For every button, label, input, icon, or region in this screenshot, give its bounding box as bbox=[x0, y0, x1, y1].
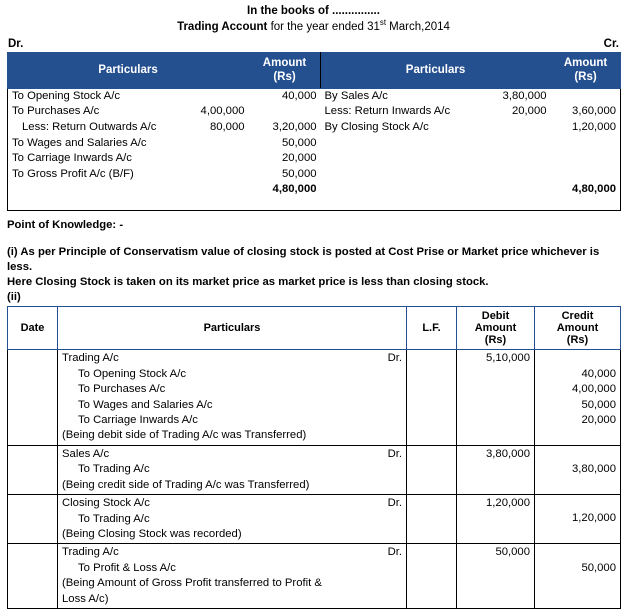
account-subtitle-rest-a: for the year ended 31 bbox=[267, 20, 380, 33]
amount-credit-line2: (Rs) bbox=[574, 71, 597, 84]
credit-sub-amount-empty bbox=[466, 167, 551, 183]
table-row bbox=[8, 88, 621, 104]
debit-particulars: To Opening Stock A/c bbox=[12, 89, 121, 102]
credit-amount-empty bbox=[551, 151, 621, 167]
debit-sub-amount: 80,000 bbox=[209, 120, 245, 133]
debit-amount bbox=[461, 527, 530, 542]
credit-amount bbox=[539, 428, 616, 443]
table-row bbox=[8, 544, 621, 609]
table-row bbox=[8, 120, 621, 136]
debit-label: Dr. bbox=[8, 38, 24, 51]
debit-amount bbox=[461, 398, 530, 413]
trading-account-table bbox=[7, 52, 621, 211]
credit-sub-amount: 20,000 bbox=[511, 105, 547, 118]
credit-amount: 3,80,000 bbox=[572, 463, 616, 476]
col-header-debit-amount bbox=[457, 307, 535, 350]
debit-header-line3: (Rs) bbox=[484, 334, 507, 347]
journal-line-text: Sales A/c bbox=[62, 447, 110, 460]
journal-body bbox=[8, 350, 621, 609]
entry-credit-amounts bbox=[535, 445, 621, 494]
account-subtitle-rest-b: March,2014 bbox=[385, 20, 450, 33]
entry-debit-amounts bbox=[457, 544, 535, 609]
journal-line: To Wages and Salaries A/c bbox=[78, 398, 213, 411]
debit-amount: 20,000 bbox=[281, 152, 317, 165]
journal-line: To Carriage Inwards A/c bbox=[78, 414, 198, 427]
credit-amount bbox=[539, 351, 616, 366]
debit-header-line1: Debit bbox=[481, 310, 510, 323]
credit-amount: 1,20,000 bbox=[572, 120, 617, 133]
point-i-line1: (i) As per Principle of Conservatism value of closing stock is posted at Cost Prise or Market price whichever is less. bbox=[7, 246, 600, 274]
journal-line-text: Closing Stock A/c bbox=[62, 497, 150, 510]
debit-amount bbox=[249, 104, 321, 120]
col-header-amount-credit bbox=[551, 53, 621, 89]
col-header-amount-debit bbox=[249, 53, 321, 89]
point-i-line2: Here Closing Stock is taken on its market price as market price is less than closing stock. bbox=[7, 276, 489, 289]
credit-particulars-empty bbox=[321, 167, 466, 183]
journal-narration: (Being debit side of Trading A/c was Transferred) bbox=[62, 429, 307, 442]
credit-amount: 3,60,000 bbox=[572, 105, 617, 118]
credit-header-line2: Amount bbox=[556, 322, 599, 335]
debit-sub-amount: 4,00,000 bbox=[200, 105, 245, 118]
total-label-credit bbox=[321, 182, 466, 198]
credit-particulars: Less: Return Inwards A/c bbox=[324, 105, 451, 118]
journal-line bbox=[62, 496, 402, 511]
table-row bbox=[8, 445, 621, 494]
credit-amount bbox=[539, 478, 616, 493]
journal-narration: (Being credit side of Trading A/c was Transferred) bbox=[62, 478, 310, 491]
blank-cell bbox=[466, 198, 551, 211]
debit-amount: 50,000 bbox=[281, 136, 317, 149]
debit-particulars: To Purchases A/c bbox=[12, 105, 100, 118]
debit-header-line2: Amount bbox=[474, 322, 517, 335]
point-ii-label: (ii) bbox=[7, 291, 21, 304]
col-header-particulars-credit: Particulars bbox=[321, 53, 551, 89]
total-spacer-debit bbox=[156, 182, 249, 198]
total-spacer-credit bbox=[466, 182, 551, 198]
dr-marker: Dr. bbox=[387, 497, 402, 510]
dr-marker: Dr. bbox=[387, 447, 402, 460]
amount-credit-line1: Amount bbox=[563, 57, 608, 70]
entry-credit-amounts bbox=[535, 544, 621, 609]
entry-debit-amounts bbox=[457, 495, 535, 544]
table-row bbox=[8, 350, 621, 445]
debit-amount bbox=[461, 367, 530, 382]
debit-particulars: Less: Return Outwards A/c bbox=[22, 120, 157, 133]
table-row bbox=[8, 151, 621, 167]
entry-lf bbox=[407, 495, 457, 544]
entry-credit-amounts bbox=[535, 350, 621, 445]
debit-amount bbox=[461, 576, 530, 591]
blank-cell bbox=[551, 198, 621, 211]
debit-amount bbox=[461, 428, 530, 443]
entry-particulars bbox=[58, 350, 407, 445]
credit-label: Cr. bbox=[603, 38, 619, 51]
debit-amount: 50,000 bbox=[281, 167, 317, 180]
account-subtitle bbox=[7, 17, 620, 36]
entry-credit-amounts bbox=[535, 495, 621, 544]
credit-amount bbox=[539, 496, 616, 511]
col-header-credit-amount bbox=[535, 307, 621, 350]
page-title: In the books of ............... bbox=[247, 5, 380, 17]
blank-cell bbox=[8, 198, 156, 211]
entry-debit-amounts bbox=[457, 350, 535, 445]
credit-amount bbox=[539, 447, 616, 462]
journal-entries-table bbox=[7, 306, 621, 609]
debit-amount bbox=[461, 511, 530, 526]
journal-line: To Trading A/c bbox=[78, 512, 150, 525]
entry-particulars bbox=[58, 544, 407, 609]
journal-narration: Loss A/c) bbox=[62, 592, 109, 605]
credit-particulars-empty bbox=[321, 151, 466, 167]
credit-particulars-empty bbox=[321, 136, 466, 152]
entry-date bbox=[8, 544, 58, 609]
trading-account-header-row bbox=[8, 53, 621, 89]
debit-amount: 5,10,000 bbox=[486, 352, 530, 365]
table-row bbox=[8, 104, 621, 120]
account-subtitle-bold: Trading Account bbox=[177, 20, 268, 33]
journal-line bbox=[62, 545, 402, 560]
blank-cell bbox=[321, 198, 466, 211]
debit-amount: 40,000 bbox=[281, 89, 317, 102]
blank-cell bbox=[156, 198, 249, 211]
credit-sub-amount: 3,80,000 bbox=[502, 89, 547, 102]
debit-sub-amount bbox=[156, 151, 249, 167]
entry-lf bbox=[407, 445, 457, 494]
entry-debit-amounts bbox=[457, 445, 535, 494]
credit-amount bbox=[539, 591, 616, 606]
trading-account-body bbox=[8, 88, 621, 211]
col-header-journal-particulars: Particulars bbox=[58, 307, 407, 350]
journal-narration: (Being Amount of Gross Profit transferred to Profit & bbox=[62, 577, 322, 590]
totals-row bbox=[8, 182, 621, 198]
dr-marker: Dr. bbox=[387, 352, 402, 365]
debit-amount bbox=[461, 382, 530, 397]
debit-amount bbox=[461, 561, 530, 576]
journal-narration: (Being Closing Stock was recorded) bbox=[62, 527, 242, 540]
credit-amount: 50,000 bbox=[581, 561, 616, 574]
table-row bbox=[8, 495, 621, 544]
credit-amount: 4,00,000 bbox=[572, 383, 616, 396]
credit-amount bbox=[539, 527, 616, 542]
credit-amount: 50,000 bbox=[581, 398, 616, 411]
credit-sub-amount-empty bbox=[466, 136, 551, 152]
debit-amount bbox=[461, 591, 530, 606]
table-row-blank bbox=[8, 198, 621, 211]
entry-particulars bbox=[58, 445, 407, 494]
entry-lf bbox=[407, 544, 457, 609]
debit-amount: 1,20,000 bbox=[486, 497, 530, 510]
document-title-block bbox=[7, 0, 620, 35]
journal-line: To Purchases A/c bbox=[78, 383, 166, 396]
total-debit-amount: 4,80,000 bbox=[272, 183, 317, 196]
point-of-knowledge-heading: Point of Knowledge: - bbox=[7, 219, 124, 232]
amount-debit-line2: (Rs) bbox=[273, 71, 296, 84]
journal-header-row bbox=[8, 307, 621, 350]
debit-amount bbox=[461, 478, 530, 493]
journal-line: To Trading A/c bbox=[78, 463, 150, 476]
credit-amount-empty bbox=[551, 136, 621, 152]
debit-amount bbox=[461, 413, 530, 428]
entry-date bbox=[8, 445, 58, 494]
journal-line bbox=[62, 447, 402, 462]
credit-particulars: By Sales A/c bbox=[324, 89, 388, 102]
debit-particulars: To Carriage Inwards A/c bbox=[12, 152, 132, 165]
col-header-particulars-debit: Particulars bbox=[8, 53, 249, 89]
debit-particulars: To Wages and Salaries A/c bbox=[12, 136, 147, 149]
point-of-knowledge-section bbox=[7, 211, 620, 305]
credit-amount bbox=[539, 576, 616, 591]
ordinal-suffix: st bbox=[379, 17, 386, 27]
debit-sub-amount bbox=[156, 88, 249, 104]
journal-line bbox=[62, 351, 402, 366]
table-row bbox=[8, 167, 621, 183]
section-spacer bbox=[7, 233, 620, 245]
credit-sub-amount bbox=[466, 120, 551, 136]
journal-line: To Opening Stock A/c bbox=[78, 367, 187, 380]
journal-line-text: Trading A/c bbox=[62, 546, 119, 559]
credit-amount bbox=[539, 545, 616, 560]
debit-credit-labels bbox=[7, 35, 620, 52]
debit-amount bbox=[461, 462, 530, 477]
credit-amount: 1,20,000 bbox=[572, 512, 616, 525]
credit-header-line1: Credit bbox=[561, 310, 594, 323]
entry-lf bbox=[407, 350, 457, 445]
journal-line-text: Trading A/c bbox=[62, 352, 119, 365]
total-credit-amount: 4,80,000 bbox=[572, 183, 617, 196]
debit-amount: 3,20,000 bbox=[272, 120, 317, 133]
debit-particulars: To Gross Profit A/c (B/F) bbox=[12, 167, 134, 180]
table-row bbox=[8, 136, 621, 152]
debit-amount: 50,000 bbox=[495, 546, 530, 559]
entry-date bbox=[8, 495, 58, 544]
debit-sub-amount bbox=[156, 136, 249, 152]
credit-amount: 20,000 bbox=[581, 414, 616, 426]
credit-amount: 40,000 bbox=[581, 367, 616, 380]
col-header-lf: L.F. bbox=[407, 307, 457, 350]
entry-particulars bbox=[58, 495, 407, 544]
entry-date bbox=[8, 350, 58, 445]
credit-amount-empty bbox=[551, 167, 621, 183]
dr-marker: Dr. bbox=[387, 546, 402, 559]
blank-cell bbox=[249, 198, 321, 211]
col-header-date: Date bbox=[8, 307, 58, 350]
credit-particulars: By Closing Stock A/c bbox=[324, 120, 429, 133]
debit-sub-amount bbox=[156, 167, 249, 183]
journal-line: To Profit & Loss A/c bbox=[78, 561, 176, 574]
credit-sub-amount-empty bbox=[466, 151, 551, 167]
total-label-debit bbox=[8, 182, 156, 198]
debit-amount: 3,80,000 bbox=[486, 447, 530, 460]
amount-debit-line1: Amount bbox=[262, 57, 307, 70]
credit-header-line3: (Rs) bbox=[566, 334, 589, 347]
credit-amount bbox=[551, 88, 621, 104]
